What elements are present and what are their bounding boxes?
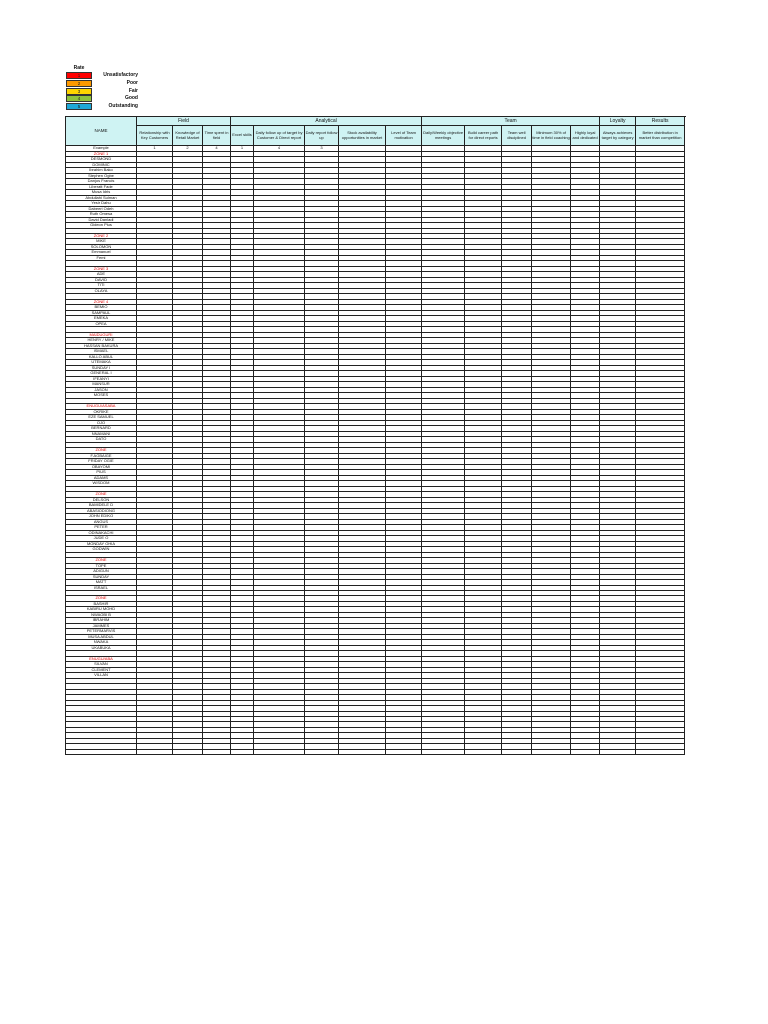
name-cell[interactable]: JAMMES <box>66 623 137 629</box>
name-cell[interactable]: Danjos Francis <box>66 179 137 185</box>
score-cell[interactable] <box>203 749 231 754</box>
name-cell[interactable]: ANGUS <box>66 519 137 525</box>
name-cell[interactable]: SOLOMON <box>66 244 137 250</box>
criterion-header: Level of Team motivation <box>386 126 422 146</box>
region-name-cell[interactable]: ZONE <box>66 596 137 602</box>
name-cell[interactable]: MANSUR <box>66 382 137 388</box>
name-cell[interactable]: MUSA ABDUL <box>66 634 137 640</box>
criterion-header: Always achieves target by category <box>600 126 636 146</box>
name-cell[interactable]: BASHIR <box>66 601 137 607</box>
score-cell[interactable] <box>339 749 386 754</box>
group-header: Field <box>137 117 231 126</box>
name-cell[interactable]: GENERAL I <box>66 371 137 377</box>
name-cell[interactable]: BAMIDELE D <box>66 503 137 509</box>
score-cell[interactable]: 3 <box>305 146 339 152</box>
name-cell[interactable]: TOPE <box>66 563 137 569</box>
legend-item <box>66 72 138 80</box>
name-cell[interactable]: Abdullahi Sulman <box>66 195 137 201</box>
name-cell[interactable]: EZE SAMUEL <box>66 415 137 421</box>
criterion-header: Daily/Weekly objective meetings <box>422 126 465 146</box>
name-cell[interactable]: Musa Idris <box>66 190 137 196</box>
legend-label: Poor <box>126 80 138 87</box>
score-cell[interactable] <box>305 749 339 754</box>
name-cell[interactable]: GODWIN <box>66 547 137 553</box>
name-cell[interactable]: DOMINIC <box>66 162 137 168</box>
name-cell[interactable]: HENRY / MIKE <box>66 338 137 344</box>
criterion-header: Daily report follow up <box>305 126 339 146</box>
legend-label: Unsatisfactory <box>103 72 138 79</box>
legend-item <box>66 80 138 88</box>
group-header: Results <box>636 117 685 126</box>
name-cell[interactable]: David Danladi <box>66 217 137 223</box>
region-name-cell[interactable]: ENUGU/ABA <box>66 656 137 662</box>
name-cell[interactable]: Yesir Dahu <box>66 201 137 207</box>
name-cell[interactable]: NWAOBI B <box>66 612 137 618</box>
region-name-cell[interactable]: ZONE 3 <box>66 266 137 272</box>
name-cell[interactable]: ISRAEL <box>66 585 137 591</box>
score-cell[interactable]: 4 <box>254 146 305 152</box>
name-cell[interactable]: OKRIKE <box>66 409 137 415</box>
legend-swatch: 2 <box>66 80 92 87</box>
name-cell[interactable]: PIUS <box>66 470 137 476</box>
name-cell[interactable]: PETER <box>66 525 137 531</box>
name-cell[interactable]: ADAMS <box>66 475 137 481</box>
score-cell[interactable] <box>532 749 571 754</box>
name-cell[interactable]: OJO <box>66 420 137 426</box>
criterion-header: Minimum 30% of time in field coaching <box>532 126 571 146</box>
region-name-cell[interactable]: ZONE 4 <box>66 299 137 305</box>
name-cell[interactable]: F.AGBAIGE <box>66 453 137 459</box>
name-cell[interactable]: ADE <box>66 272 137 278</box>
name-cell[interactable]: OBAYOMI <box>66 464 137 470</box>
name-cell[interactable]: Femi <box>66 255 137 261</box>
score-cell[interactable] <box>636 749 685 754</box>
name-cell[interactable]: NNAMANI <box>66 431 137 437</box>
criterion-header: Excel skills <box>231 126 254 146</box>
name-cell[interactable]: Ibrahim Bako <box>66 168 137 174</box>
rating-legend <box>66 64 138 110</box>
table-row <box>66 749 685 754</box>
legend-title: Rate <box>73 65 85 71</box>
name-cell[interactable]: Emmanuel <box>66 250 137 256</box>
name-cell[interactable]: DESMOND <box>66 157 137 163</box>
name-cell[interactable]: HASSAN BAKURA <box>66 343 137 349</box>
score-cell[interactable]: 4 <box>203 146 231 152</box>
region-name-cell[interactable]: ENUGU/ASABA <box>66 404 137 410</box>
legend-swatch: 5 <box>66 103 92 110</box>
score-cell[interactable]: 1 <box>137 146 173 152</box>
criterion-header: Time spent in field <box>203 126 231 146</box>
criterion-header: Team well disciplined <box>502 126 532 146</box>
name-cell[interactable]: ODINAKACHI <box>66 530 137 536</box>
legend-item <box>66 95 138 103</box>
name-cell[interactable]: OLAYA <box>66 288 137 294</box>
region-name-cell[interactable]: ZONE <box>66 448 137 454</box>
name-cell[interactable]: Gideon Pius <box>66 223 137 229</box>
name-cell[interactable]: BEMIO <box>66 305 137 311</box>
legend-swatch: 3 <box>66 88 92 95</box>
score-cell[interactable] <box>502 749 532 754</box>
name-cell[interactable]: MONDAY OHIA <box>66 541 137 547</box>
score-cell[interactable] <box>571 749 600 754</box>
score-cell[interactable] <box>254 749 305 754</box>
name-cell[interactable]: MATT <box>66 580 137 586</box>
name-cell[interactable]: CLEMENT <box>66 667 137 673</box>
criterion-header: Daily follow up of target by Customer & Direct report <box>254 126 305 146</box>
name-cell[interactable]: SUNDAY <box>66 574 137 580</box>
name-cell[interactable]: OPEA <box>66 321 137 327</box>
name-cell[interactable]: Ruth Omesa <box>66 212 137 218</box>
name-cell[interactable]: EMEKA <box>66 316 137 322</box>
name-cell[interactable]: WISDOM <box>66 481 137 487</box>
name-cell[interactable]: JASON <box>66 387 137 393</box>
evaluation-table <box>65 116 685 755</box>
name-cell[interactable]: ISMAEL <box>66 349 137 355</box>
name-cell[interactable]: ABASIODIONG <box>66 508 137 514</box>
criterion-header: Build career path for direct reports <box>465 126 502 146</box>
name-cell[interactable]: SUNDAY I <box>66 365 137 371</box>
score-cell[interactable] <box>231 749 254 754</box>
name-cell[interactable]: DELSON <box>66 497 137 503</box>
legend-swatch: 1 <box>66 72 92 79</box>
legend-label: Outstanding <box>108 103 138 110</box>
name-column-header: NAME <box>66 117 137 146</box>
name-cell[interactable]: IFEANYI <box>66 376 137 382</box>
score-cell[interactable] <box>465 749 502 754</box>
name-cell[interactable]: Liberatt Fade <box>66 184 137 190</box>
legend-item <box>66 103 138 111</box>
name-cell[interactable]: ADIGUN <box>66 569 137 575</box>
name-cell[interactable]: Dabeeri Odeh <box>66 206 137 212</box>
name-cell[interactable]: PETERMARVIS <box>66 629 137 635</box>
name-cell[interactable]: FRIDAY OGIE <box>66 459 137 465</box>
criterion-header: Better distribution in market than competition <box>636 126 685 146</box>
region-name-cell[interactable]: ZONE <box>66 492 137 498</box>
legend-label: Fair <box>128 87 138 94</box>
name-cell[interactable]: Stephen Ogbe <box>66 173 137 179</box>
legend-label: Good <box>124 95 138 102</box>
name-cell[interactable]: JUDE O <box>66 536 137 542</box>
name-cell[interactable]: MIKE <box>66 239 137 245</box>
group-header: Analytical <box>231 117 422 126</box>
name-cell[interactable]: NWAKA <box>66 640 137 646</box>
name-cell[interactable] <box>66 749 137 754</box>
group-header: Team <box>422 117 600 126</box>
name-cell[interactable]: IBRAHIM <box>66 618 137 624</box>
criterion-header: Highly loyal and dedicated <box>571 126 600 146</box>
region-name-cell[interactable]: ZONE 2 <box>66 233 137 239</box>
name-cell[interactable]: BERNARD <box>66 426 137 432</box>
name-cell[interactable]: SILVAN <box>66 662 137 668</box>
criterion-header: Relationship with Key Customers <box>137 126 173 146</box>
name-cell[interactable]: KABIRU MOHD <box>66 607 137 613</box>
criterion-header: Stock availability opportunities in market <box>339 126 386 146</box>
score-cell[interactable] <box>173 749 203 754</box>
region-name-cell[interactable]: MAIDUGURI <box>66 332 137 338</box>
name-cell[interactable]: DATO <box>66 437 137 443</box>
name-cell[interactable]: UTEMAKA <box>66 360 137 366</box>
name-cell[interactable]: VILLAN <box>66 673 137 679</box>
name-cell[interactable]: Example <box>66 146 137 152</box>
region-name-cell[interactable]: ZONE 1 <box>66 151 137 157</box>
name-cell[interactable]: KALLO ABUL <box>66 354 137 360</box>
name-cell[interactable]: SAMPAUL <box>66 310 137 316</box>
legend-swatch: 4 <box>66 95 92 102</box>
name-cell[interactable]: UKABUKA <box>66 645 137 651</box>
name-cell[interactable]: TITI <box>66 283 137 289</box>
name-cell[interactable]: MOSES <box>66 393 137 399</box>
score-cell[interactable] <box>386 749 422 754</box>
name-cell[interactable]: DAVID <box>66 277 137 283</box>
score-cell[interactable] <box>422 749 465 754</box>
score-cell[interactable]: 2 <box>173 146 203 152</box>
criterion-header: Knowledge of Retail Market <box>173 126 203 146</box>
score-cell[interactable] <box>137 749 173 754</box>
name-cell[interactable]: JOHN EDIKO <box>66 514 137 520</box>
group-header: Loyalty <box>600 117 636 126</box>
score-cell[interactable]: 1 <box>231 146 254 152</box>
legend-item <box>66 87 138 95</box>
region-name-cell[interactable]: ZONE <box>66 558 137 564</box>
score-cell[interactable] <box>600 749 636 754</box>
